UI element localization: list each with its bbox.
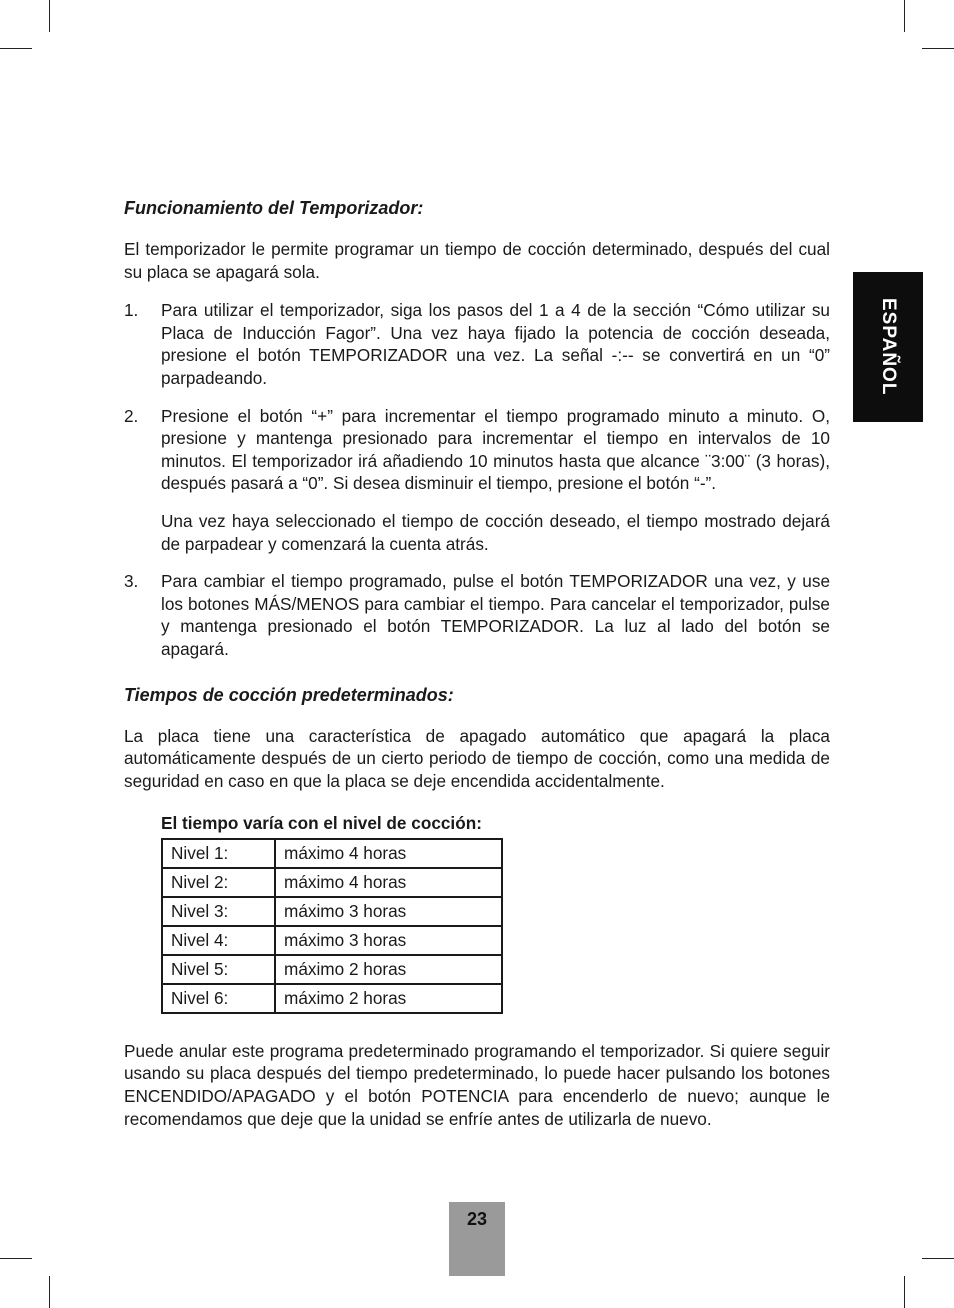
table-row — [162, 955, 502, 984]
timer-step-3 — [124, 570, 830, 660]
level-cell: Nivel 2: — [162, 868, 275, 897]
step-number: 1. — [124, 300, 139, 321]
time-cell: máximo 3 horas — [275, 926, 502, 955]
crop-mark-bottom-left-h — [0, 1258, 32, 1259]
crop-mark-top-left-h — [0, 48, 32, 49]
language-tab-label: ESPAÑOL — [878, 298, 899, 396]
levels-table-caption: El tiempo varía con el nivel de cocción: — [161, 813, 482, 834]
step-extra-text: Una vez haya seleccionado el tiempo de cocción deseado, el tiempo mostrado dejará de parpadear y comenzará la cuenta atrás. — [161, 510, 830, 554]
table-row — [162, 839, 502, 868]
preset-heading: Tiempos de cocción predeterminados: — [124, 684, 454, 705]
table-row — [162, 868, 502, 897]
time-cell: máximo 2 horas — [275, 984, 502, 1013]
timer-step-1 — [124, 299, 830, 389]
table-row — [162, 984, 502, 1013]
language-tab — [853, 272, 923, 422]
page-content — [124, 196, 830, 1146]
level-cell: Nivel 5: — [162, 955, 275, 984]
preset-closing: Puede anular este programa predeterminado programando el temporizador. Si quiere seguir usando su placa después del tiempo predeterminado, lo puede hacer pulsando los botones ENCENDIDO/APAGADO y el botón POTENCIA para encenderlo de nuevo; aunque le recomendamos que deje que la unidad se enfríe antes de utilizarla de nuevo. — [124, 1040, 830, 1129]
page-number: 23 — [466, 1209, 488, 1229]
step-number: 3. — [124, 571, 139, 592]
page-number-tab — [449, 1202, 505, 1276]
timer-intro: El temporizador le permite programar un tiempo de cocción determinado, después del cual su placa se apagará sola. — [124, 239, 830, 282]
levels-table — [161, 838, 503, 1014]
crop-mark-bottom-left-v — [49, 1276, 50, 1308]
level-cell: Nivel 4: — [162, 926, 275, 955]
levels-table-block — [161, 812, 830, 1014]
table-row — [162, 897, 502, 926]
time-cell: máximo 2 horas — [275, 955, 502, 984]
step-text: Para cambiar el tiempo programado, pulse el botón TEMPORIZADOR una vez, y use los botones MÁS/MENOS para cambiar el tiempo. Para cancelar el temporizador, pulse y mantenga presionado el botón TEMPORIZADOR. La luz al lado del botón se apagará. — [161, 571, 830, 659]
timer-step-2 — [124, 405, 830, 556]
timer-heading: Funcionamiento del Temporizador: — [124, 198, 424, 218]
preset-intro: La placa tiene una característica de apagado automático que apagará la placa automáticamente después de un cierto periodo de tiempo de cocción, como una medida de seguridad en caso en que la placa se deje encendida accidentalmente. — [124, 725, 830, 791]
level-cell: Nivel 6: — [162, 984, 275, 1013]
step-text: Presione el botón “+” para incrementar el tiempo programado minuto a minuto. O, presione y mantenga presionado para incrementar el tiempo en intervalos de 10 minutos. El temporizador irá añadiendo 10 minutos hasta que alcance ¨3:00¨ (3 horas), después pasará a “0”. Si desea disminuir el tiempo, presione el botón “-”. — [161, 405, 830, 494]
step-text: Para utilizar el temporizador, siga los pasos del 1 a 4 de la sección “Cómo utilizar su Placa de Inducción Fagor”. Una vez haya fijado la potencia de cocción deseada, presione el botón TEMPORIZADOR una vez. La señal -:-- se convertirá en un “0” parpadeando. — [161, 300, 830, 388]
table-row — [162, 926, 502, 955]
time-cell: máximo 4 horas — [275, 868, 502, 897]
level-cell: Nivel 1: — [162, 839, 275, 868]
level-cell: Nivel 3: — [162, 897, 275, 926]
step-number: 2. — [124, 405, 139, 426]
crop-mark-top-left-v — [49, 0, 50, 32]
crop-mark-top-right-v — [904, 0, 905, 32]
time-cell: máximo 4 horas — [275, 839, 502, 868]
time-cell: máximo 3 horas — [275, 897, 502, 926]
crop-mark-top-right-h — [922, 48, 954, 49]
crop-mark-bottom-right-h — [922, 1258, 954, 1259]
crop-mark-bottom-right-v — [904, 1276, 905, 1308]
